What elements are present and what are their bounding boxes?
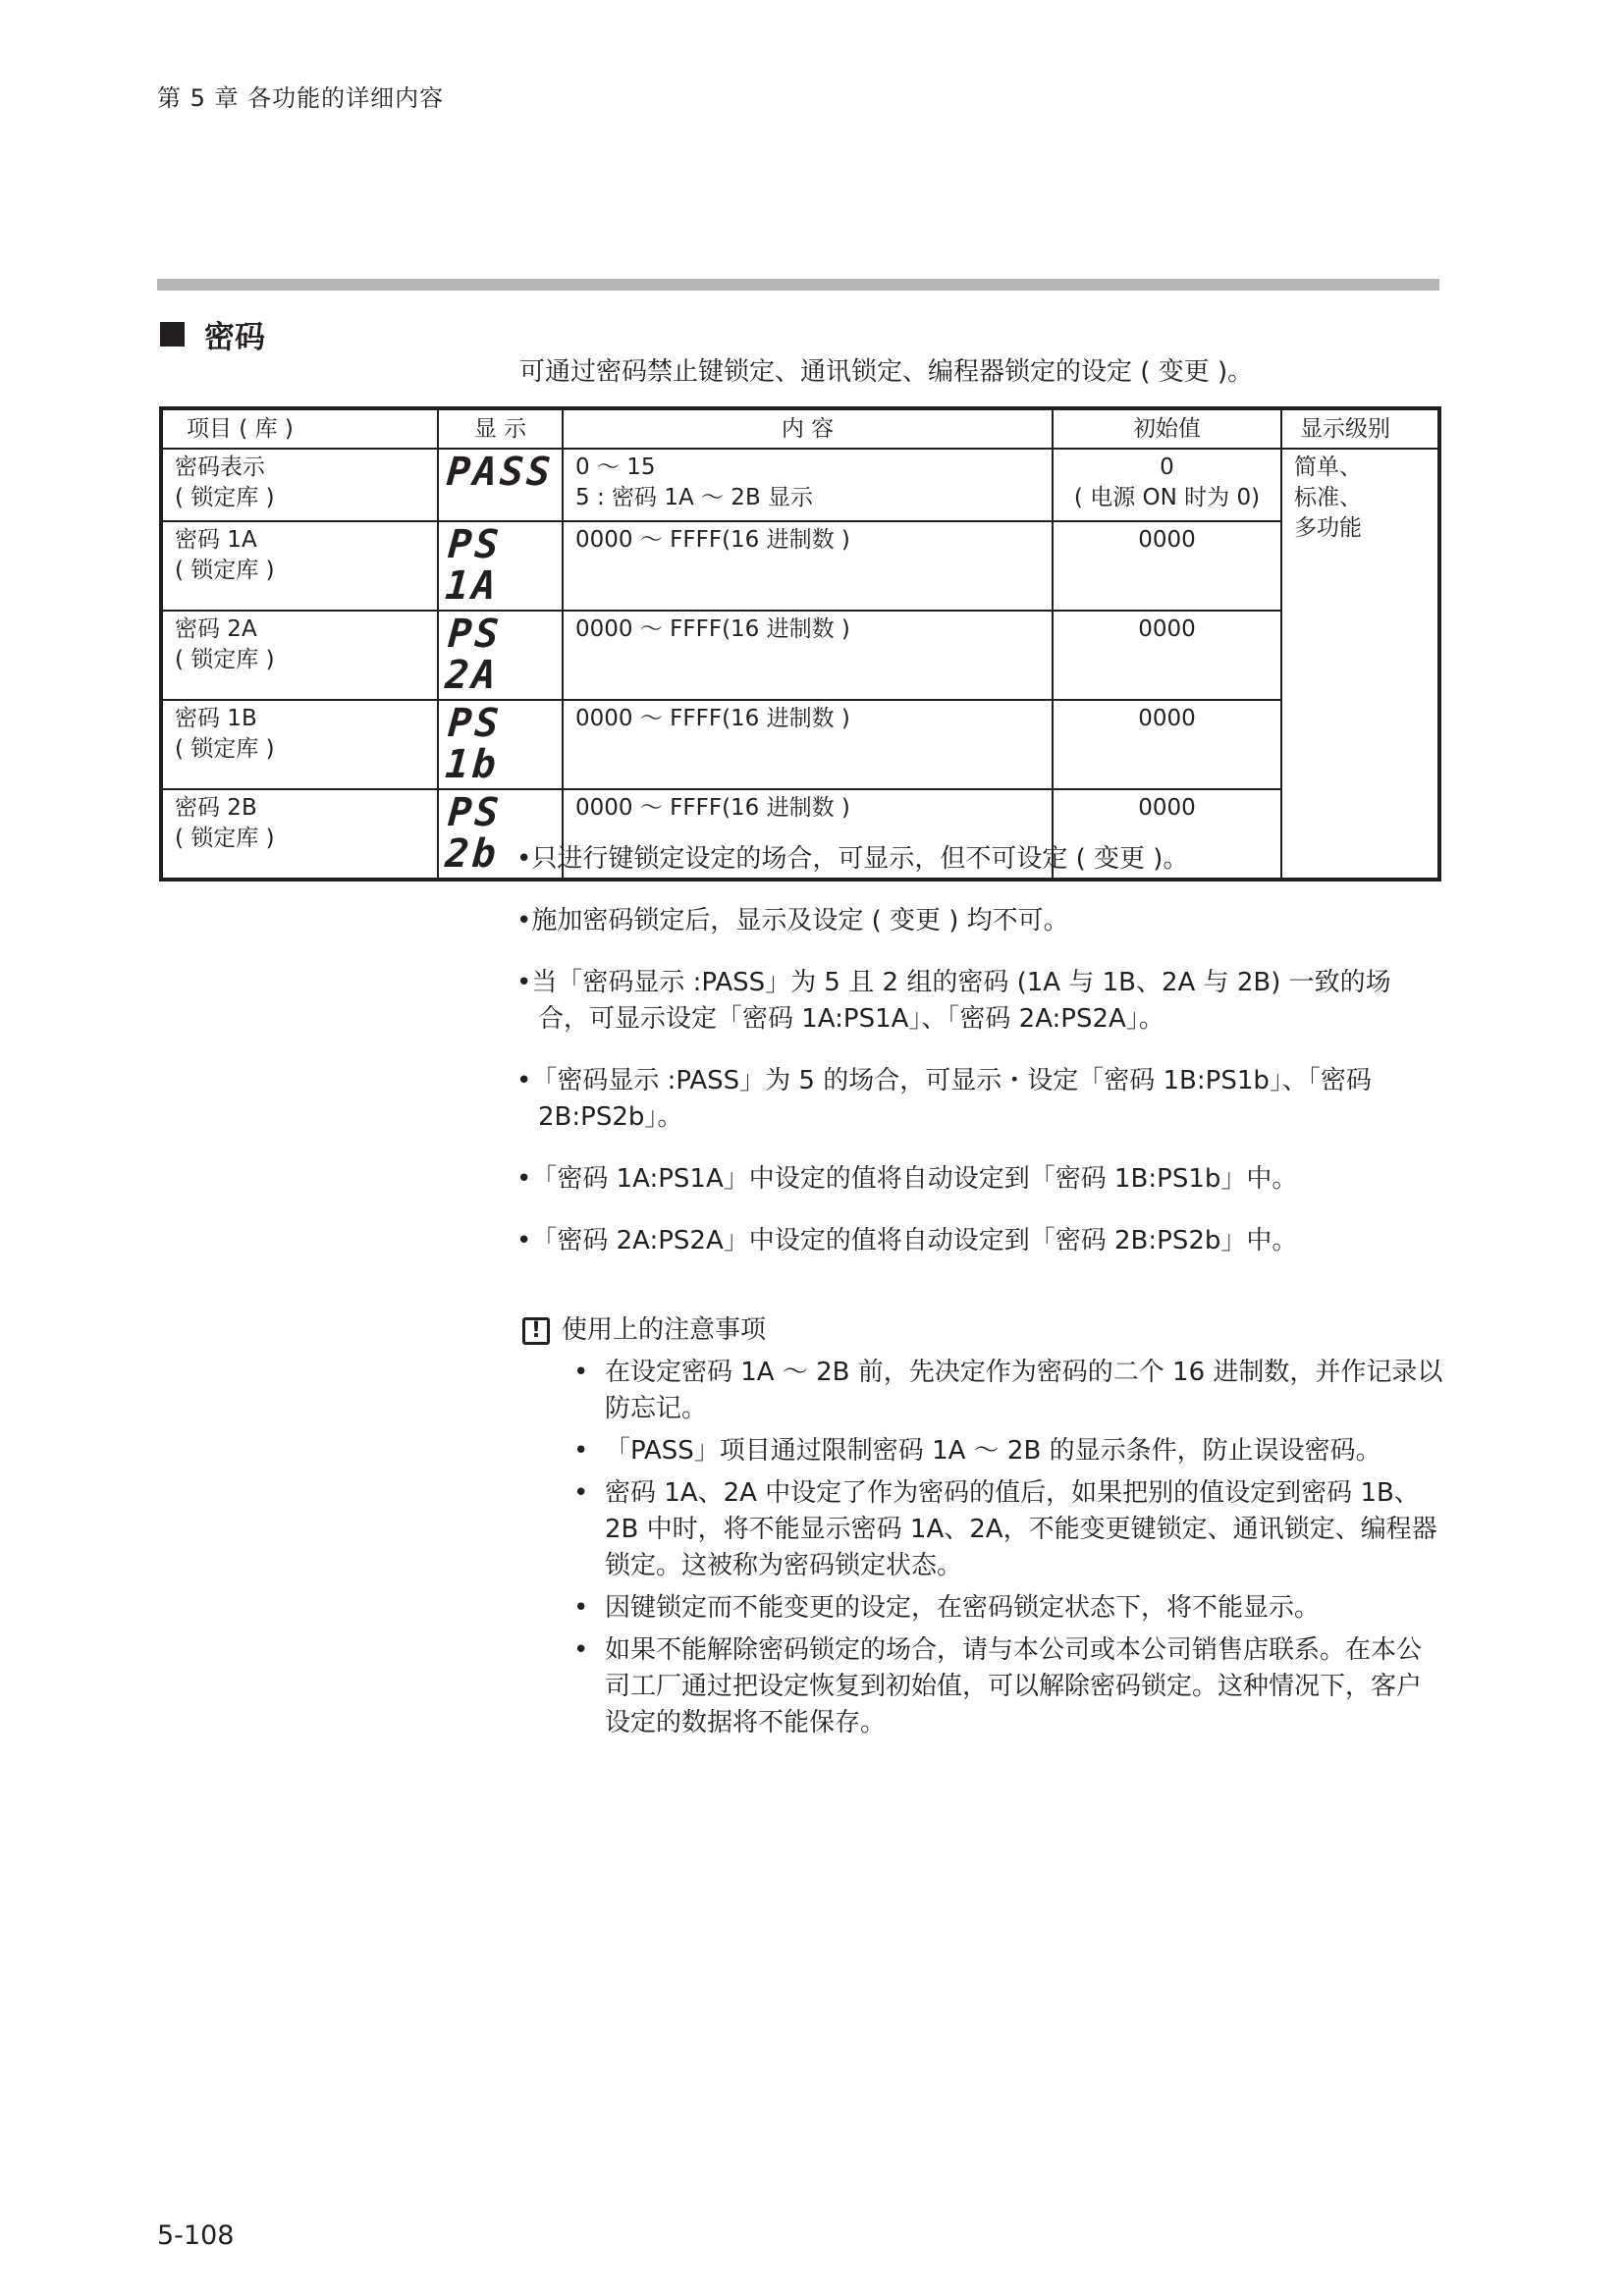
item-cell xyxy=(161,611,438,700)
content-cell xyxy=(563,449,1053,521)
initial-cell xyxy=(1053,611,1281,700)
item-cell xyxy=(161,789,438,880)
chapter-header: 第 5 章 各功能的详细内容 xyxy=(157,84,445,112)
initial-value: 0000 xyxy=(1138,616,1196,642)
display-cell xyxy=(438,449,563,521)
caution-icon: ! xyxy=(522,1317,550,1345)
usage-notes xyxy=(522,1312,1445,1747)
level-cell xyxy=(1281,449,1439,880)
item-bank: ( 锁定库 ) xyxy=(175,558,275,583)
bullet-dot: • xyxy=(573,1635,589,1665)
content-line: 0 ～ 15 xyxy=(575,454,656,480)
table-header-row xyxy=(161,408,1439,449)
header-item: 项目 ( 库 ) xyxy=(161,408,438,449)
bullet-dot: • xyxy=(573,1358,589,1387)
header-content: 内 容 xyxy=(563,408,1053,449)
bullet-dot: • xyxy=(573,1593,589,1623)
item-name: 密码 1B xyxy=(175,706,257,731)
notes-list xyxy=(522,1355,1445,1741)
note-text: 在设定密码 1A ～ 2B 前，先决定作为密码的二个 16 进制数，并作记录以防忘记。 xyxy=(605,1358,1443,1423)
initial-value: 0000 xyxy=(1138,706,1196,731)
segment-display: PS 1A xyxy=(443,522,504,609)
level-line: 简单、 xyxy=(1294,454,1362,480)
header-display: 显 示 xyxy=(438,408,563,449)
content-line: 0000 ～ FFFF(16 进制数 ) xyxy=(575,616,850,642)
bullet-item: •施加密码锁定后，显示及设定 ( 变更 ) 均不可。 xyxy=(516,906,1069,935)
item-name: 密码表示 xyxy=(175,454,265,480)
section-intro: 可通过密码禁止键锁定、通讯锁定、编程器锁定的设定 ( 变更 )。 xyxy=(519,357,1254,387)
notes-title: 使用上的注意事项 xyxy=(562,1315,767,1345)
note-text: 因键锁定而不能变更的设定，在密码锁定状态下，将不能显示。 xyxy=(605,1593,1321,1623)
item-bank: ( 锁定库 ) xyxy=(175,485,275,510)
bullet-dot: • xyxy=(573,1478,589,1508)
item-name: 密码 1A xyxy=(175,527,257,553)
display-cell xyxy=(438,611,563,700)
bullet-item: •「密码显示 :PASS」为 5 的场合，可显示・设定「密码 1B:PS1b」、「密码 2B:PS2b」。 xyxy=(516,1066,1372,1132)
note-item xyxy=(522,1433,1445,1469)
note-item xyxy=(522,1632,1445,1741)
bullet-item: •「密码 2A:PS2A」中设定的值将自动设定到「密码 2B:PS2b」中。 xyxy=(516,1226,1298,1255)
level-line: 多功能 xyxy=(1294,515,1362,541)
content-line: 0000 ～ FFFF(16 进制数 ) xyxy=(575,795,850,821)
bullet-list xyxy=(516,841,1439,1285)
content-line: 5 : 密码 1A ～ 2B 显示 xyxy=(575,485,814,510)
initial-cell xyxy=(1053,449,1281,521)
section-divider xyxy=(157,279,1439,291)
header-level: 显示级别 xyxy=(1281,408,1439,449)
item-name: 密码 2A xyxy=(175,616,257,642)
item-cell xyxy=(161,700,438,789)
segment-display: PS 2A xyxy=(443,612,504,698)
note-item xyxy=(522,1475,1445,1584)
initial-note: ( 电源 ON 时为 0) xyxy=(1073,485,1261,510)
square-bullet-icon xyxy=(160,322,185,347)
table-row xyxy=(161,521,1439,611)
item-name: 密码 2B xyxy=(175,795,257,821)
section-title: 密码 xyxy=(204,320,265,355)
initial-value: 0 xyxy=(1160,454,1174,480)
segment-display: PASS xyxy=(445,450,555,495)
bullet-item: •只进行键锁定设定的场合，可显示，但不可设定 ( 变更 )。 xyxy=(516,844,1189,874)
content-cell xyxy=(563,611,1053,700)
bullet-item: •「密码 1A:PS1A」中设定的值将自动设定到「密码 1B:PS1b」中。 xyxy=(516,1164,1298,1194)
initial-value: 0000 xyxy=(1138,527,1196,553)
notes-heading xyxy=(522,1312,1445,1349)
item-bank: ( 锁定库 ) xyxy=(175,736,275,762)
content-cell xyxy=(563,521,1053,611)
content-line: 0000 ～ FFFF(16 进制数 ) xyxy=(575,706,850,731)
segment-display: PS 1b xyxy=(443,701,504,787)
bullet-item: •当「密码显示 :PASS」为 5 且 2 组的密码 (1A 与 1B、2A 与 2B) 一致的场合，可显示设定「密码 1A:PS1A」、「密码 2A:PS2A」。 xyxy=(516,968,1391,1034)
parameter-table xyxy=(159,406,1441,881)
page-number: 5-108 xyxy=(157,2220,235,2251)
note-item xyxy=(522,1590,1445,1627)
table-row xyxy=(161,611,1439,700)
section-heading xyxy=(160,312,265,356)
bullet-dot: • xyxy=(573,1436,589,1466)
item-cell xyxy=(161,521,438,611)
display-cell xyxy=(438,700,563,789)
initial-cell xyxy=(1053,521,1281,611)
item-cell xyxy=(161,449,438,521)
table-row xyxy=(161,449,1439,521)
content-line: 0000 ～ FFFF(16 进制数 ) xyxy=(575,527,850,553)
note-text: 如果不能解除密码锁定的场合，请与本公司或本公司销售店联系。在本公司工厂通过把设定恢复到初始值，可以解除密码锁定。这种情况下，客户设定的数据将不能保存。 xyxy=(605,1635,1423,1737)
note-text: 密码 1A、2A 中设定了作为密码的值后，如果把别的值设定到密码 1B、2B 中时，将不能显示密码 1A、2A，不能变更键锁定、通讯锁定、编程器锁定。这被称为密码锁定状态。 xyxy=(605,1478,1437,1580)
header-initial: 初始值 xyxy=(1053,408,1281,449)
initial-cell xyxy=(1053,700,1281,789)
display-cell xyxy=(438,521,563,611)
level-line: 标准、 xyxy=(1294,485,1362,510)
segment-display: PS 2b xyxy=(443,790,504,877)
table-row xyxy=(161,700,1439,789)
note-item xyxy=(522,1355,1445,1427)
item-bank: ( 锁定库 ) xyxy=(175,647,275,672)
item-bank: ( 锁定库 ) xyxy=(175,826,275,851)
initial-value: 0000 xyxy=(1138,795,1196,821)
content-cell xyxy=(563,700,1053,789)
note-text: 「PASS」项目通过限制密码 1A ～ 2B 的显示条件，防止误设密码。 xyxy=(605,1436,1381,1466)
